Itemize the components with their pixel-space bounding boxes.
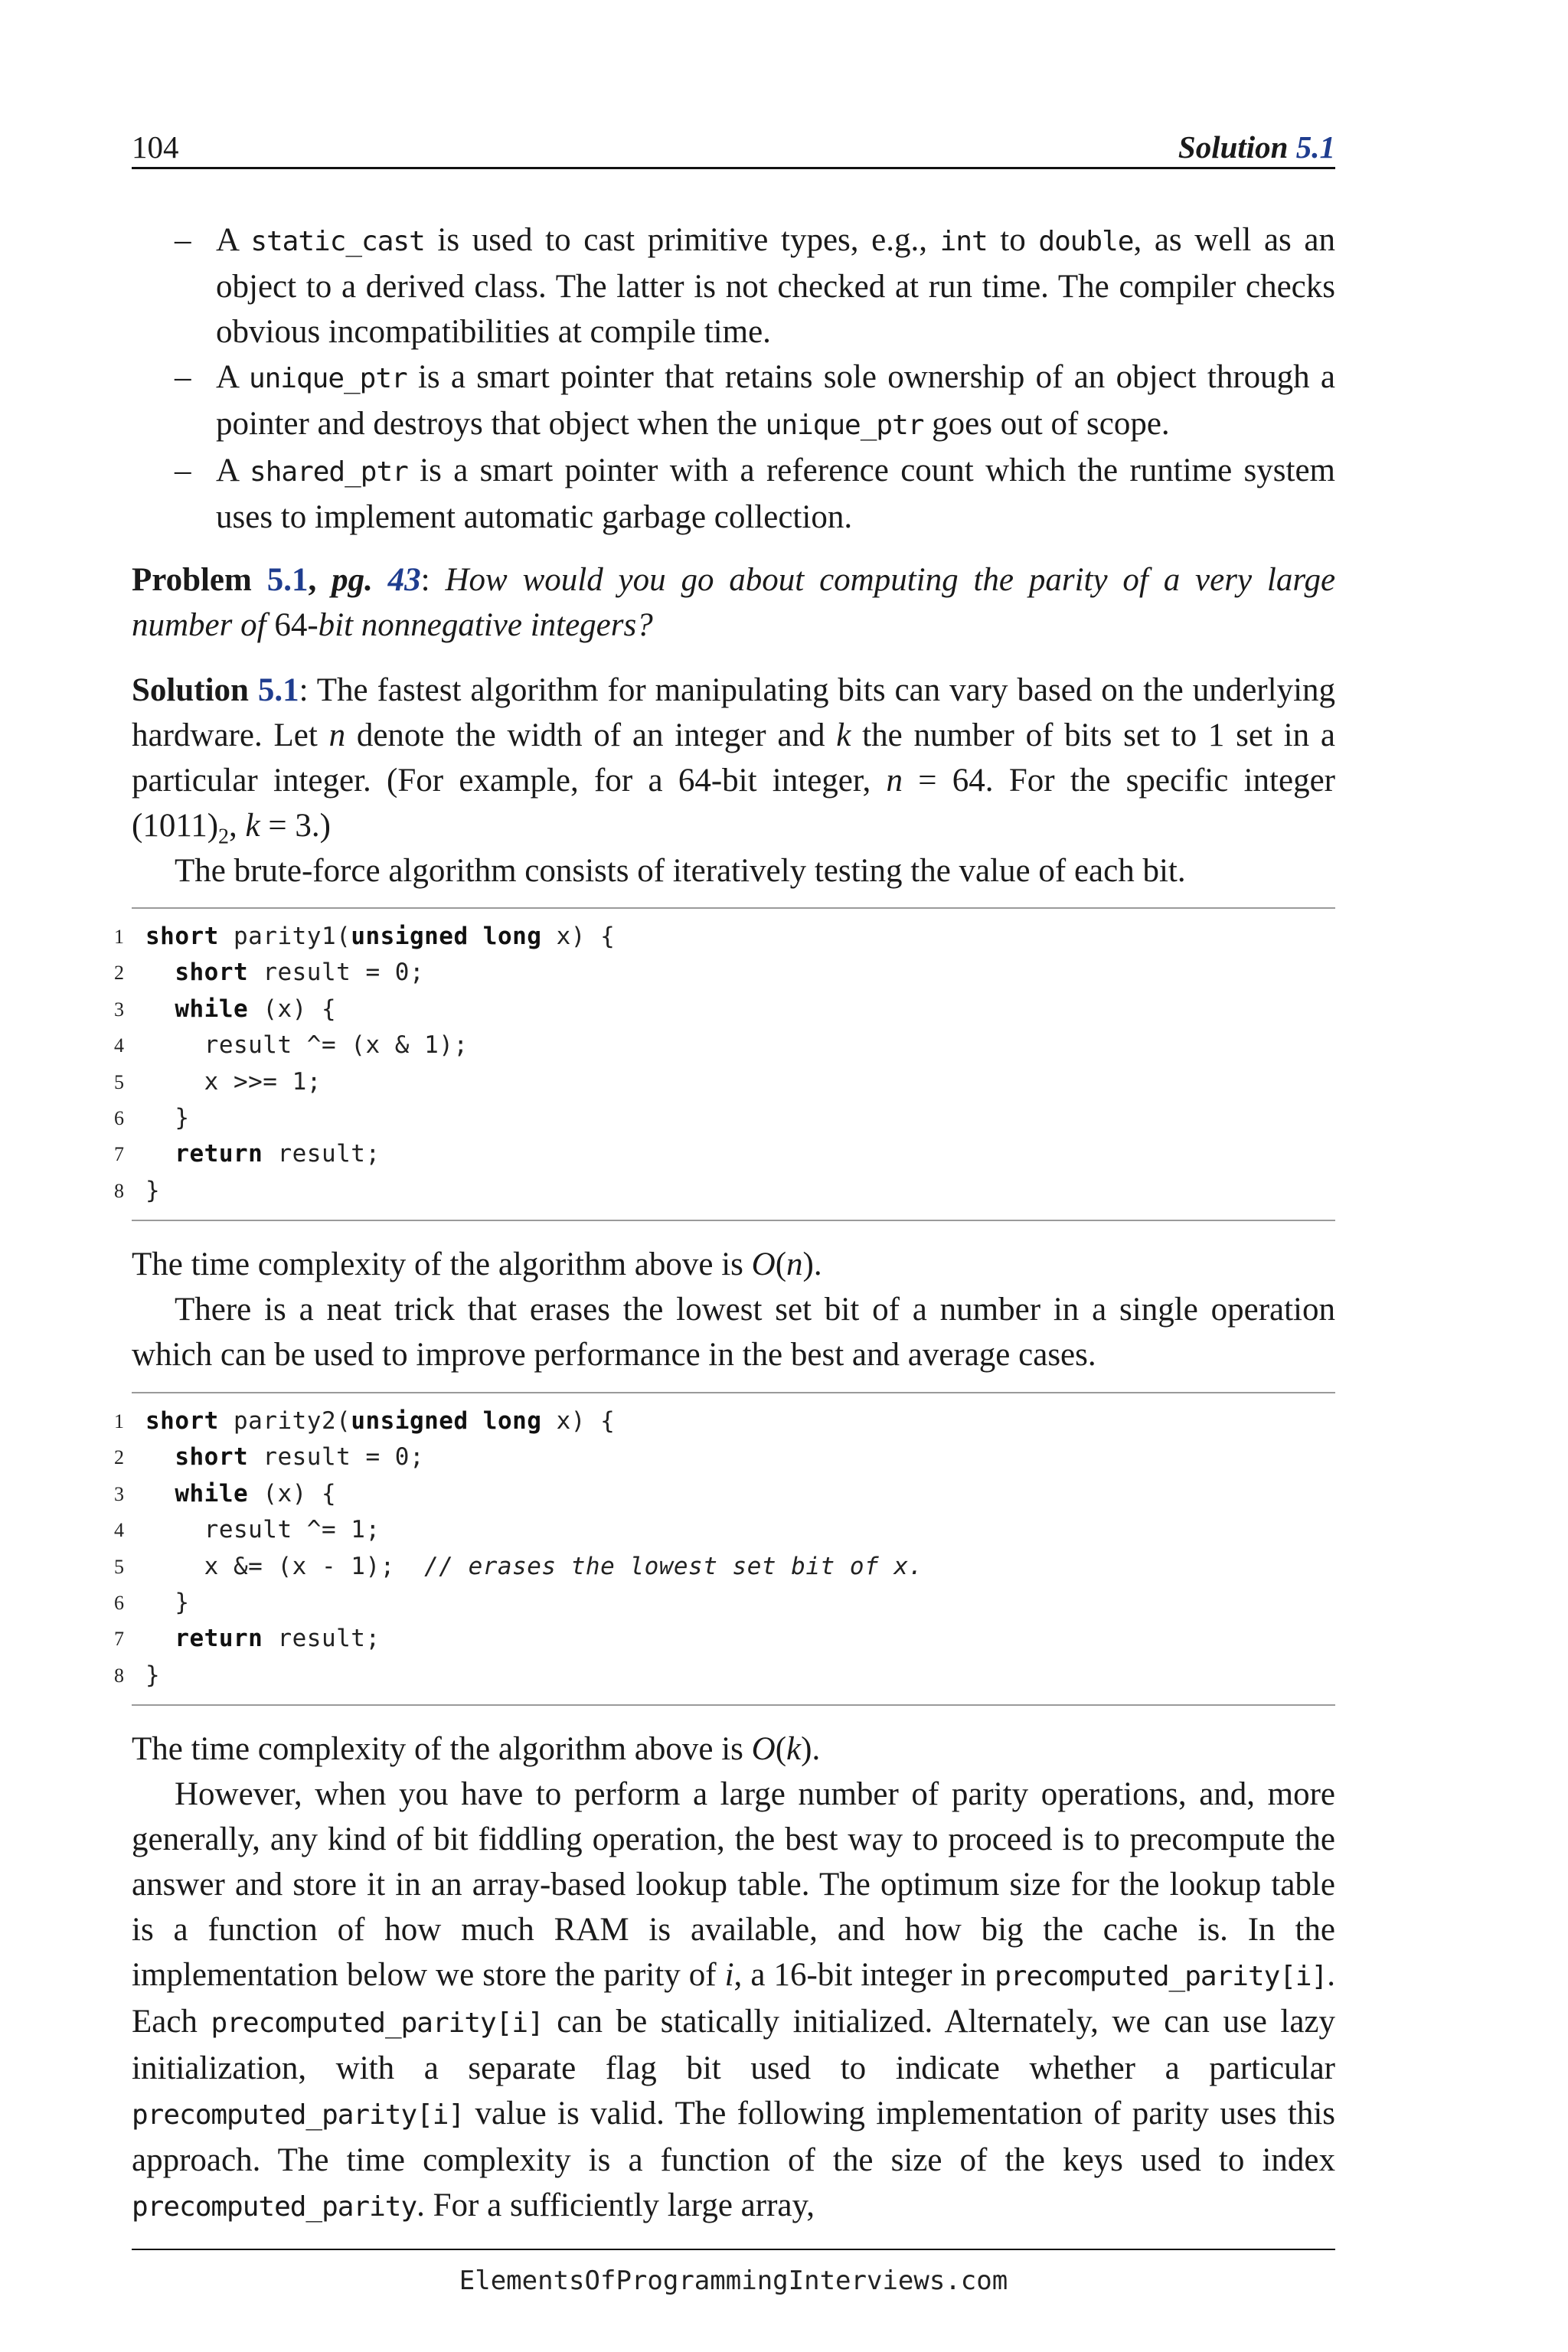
footer-rule (132, 2249, 1335, 2250)
inline-code: precomputed_parity (132, 2191, 417, 2223)
book-page (114, 0, 1336, 2352)
math-var: n (786, 1246, 803, 1282)
code-indent (145, 1140, 175, 1168)
text-run: is a smart pointer that retains sole ownership of an object through a pointer and destroys that object when the (216, 359, 1336, 442)
math-var: k (245, 808, 260, 844)
colon: : (420, 562, 430, 598)
code-text: x) { (541, 923, 616, 950)
code-keyword: return (175, 1625, 263, 1653)
code-line (109, 1173, 1334, 1209)
code-top-rule (132, 907, 1335, 909)
running-title-link[interactable]: 5.1 (1295, 129, 1335, 165)
text-run: value is valid. The following implementation of parity uses this approach. The time complexity is a function of the size of the keys used to index (132, 2096, 1335, 2178)
text-run: goes out of scope. (923, 406, 1170, 442)
text-run: However, when you have to perform a large number of parity operations, and, more generally, any kind of bit fiddling operation, the best way to proceed is to precompute the answer and store it in an array-based lookup table. The optimum size for the lookup table is a function of how much RAM is available, and how big the cache is. In the implementation below we store the parity of (132, 1776, 1335, 1993)
inline-code: static_cast (250, 226, 425, 257)
text-run: ). (802, 1246, 822, 1282)
line-number: 7 (114, 1628, 124, 1651)
complexity-note-2 (132, 1726, 1335, 1772)
code-text: } (145, 1588, 190, 1616)
text-run: , as well as an object to a derived class. The latter is not checked at run time. The compiler checks obvious incompatibilities at compile time. (216, 222, 1336, 350)
text-run: . Each (132, 1957, 1336, 2040)
inline-code: precomputed_parity[i] (132, 2099, 465, 2131)
text-run: The time complexity of the algorithm above is (132, 1731, 752, 1767)
code-keyword: short (145, 923, 219, 950)
problem-question-number: 64 (274, 607, 308, 643)
code-text: result; (263, 1625, 381, 1653)
code-indent (145, 959, 175, 986)
code-line (109, 1658, 1334, 1694)
code-line (109, 1136, 1334, 1172)
problem-question-end: -bit nonnegative integers? (307, 607, 653, 643)
code-text: } (145, 1103, 190, 1132)
code-keyword: short (175, 959, 249, 987)
code-comment: // erases the lowest set bit of x. (424, 1552, 923, 1580)
text-run: is a smart pointer with a reference count which the runtime system uses to implement automatic garbage collection. (216, 452, 1335, 535)
math-var: k (836, 717, 851, 753)
trick-paragraph: There is a neat trick that erases the lowest set bit of a number in a single operation which can be used to improve performance in the best and average cases. (132, 1292, 1335, 1373)
code-indent (145, 1625, 175, 1652)
code-listing-parity2 (109, 1403, 1334, 1694)
inline-code: precomputed_parity[i] (211, 2007, 544, 2039)
bullet-shared-ptr (132, 448, 1335, 540)
text-run: ( (775, 1246, 787, 1282)
problem-question: How would you go about computing the parity of a very large number of (132, 562, 1336, 643)
page-number: 104 (132, 129, 179, 165)
line-number: 5 (114, 1555, 124, 1578)
code-line (109, 1439, 1334, 1475)
line-number: 8 (114, 1664, 124, 1687)
code-keyword: return (175, 1140, 263, 1168)
code-line (109, 1621, 1334, 1657)
solution-label: Solution (132, 672, 249, 708)
code-keyword: unsigned long (351, 923, 542, 950)
line-number: 8 (114, 1179, 124, 1202)
line-number: 3 (114, 998, 124, 1021)
line-number: 1 (114, 1410, 124, 1432)
code-keyword: while (175, 995, 249, 1023)
code-indent (145, 995, 175, 1023)
text-run: A (216, 359, 249, 395)
code-text: x &= (x - 1); (145, 1552, 425, 1580)
math-var: O (751, 1246, 776, 1282)
code-line (109, 1585, 1334, 1621)
line-number: 1 (114, 926, 124, 948)
text-run: A (216, 452, 250, 488)
text-run: is used to cast primitive types, e.g., (424, 222, 940, 258)
code-indent (145, 1443, 175, 1471)
code-text: x >>= 1; (145, 1067, 322, 1096)
code-keyword: while (175, 1479, 249, 1508)
subscript: 2 (218, 825, 230, 849)
code-bottom-rule (132, 1220, 1335, 1221)
code-line (109, 1476, 1334, 1512)
code-keyword: short (175, 1443, 249, 1472)
code-bottom-rule (132, 1704, 1335, 1706)
code-line (109, 919, 1334, 955)
line-number: 5 (114, 1070, 124, 1093)
code-keyword: unsigned long (351, 1407, 542, 1435)
code-line (109, 1403, 1334, 1439)
code-text: result ^= (x & 1); (145, 1031, 469, 1060)
code-line (109, 1064, 1334, 1100)
line-number: 2 (114, 1446, 124, 1469)
math-var: k (786, 1731, 802, 1767)
math-var: O (751, 1731, 776, 1767)
problem-ref-link[interactable]: 5.1 (266, 562, 309, 598)
solution-paragraph (132, 668, 1335, 860)
code-text: (x) { (248, 995, 337, 1023)
bullet-dash: – (175, 452, 191, 488)
text-run: = 64. For the specific integer (1011) (132, 763, 1335, 844)
code-text: x) { (541, 1407, 616, 1435)
page-label: pg. (332, 562, 373, 598)
page-ref-link[interactable]: 43 (387, 562, 421, 598)
text-run: denote the width of an integer and (345, 717, 837, 753)
running-header (132, 127, 1335, 169)
math-var: n (886, 763, 903, 799)
text-run: ). (801, 1731, 821, 1767)
bullet-dash: – (175, 222, 191, 258)
code-line (109, 991, 1334, 1027)
inline-code: int (939, 226, 988, 257)
bullet-static-cast (132, 217, 1335, 354)
inline-code: unique_ptr (765, 410, 924, 441)
inline-code: unique_ptr (248, 363, 407, 394)
code-text: parity1( (218, 923, 351, 950)
line-number: 6 (114, 1106, 124, 1129)
text-run: can be statically initialized. Alternately, we can use lazy initialization, with a separate flag bit used to indicate whether a particular (132, 2004, 1336, 2086)
text-run: ( (775, 1731, 787, 1767)
code-line (109, 1100, 1334, 1136)
running-title (1178, 127, 1335, 167)
inline-code: precomputed_parity[i] (995, 1961, 1328, 1992)
code-text: parity2( (218, 1407, 351, 1435)
code-line (109, 1549, 1334, 1585)
text-run: to (987, 222, 1039, 258)
code-indent (145, 1480, 175, 1508)
line-number: 6 (114, 1591, 124, 1614)
bullet-unique-ptr (132, 354, 1335, 448)
bullet-dash: – (175, 359, 191, 395)
code-text: } (145, 1176, 161, 1204)
text-run: . For a sufficiently large array, (416, 2187, 815, 2223)
code-line (109, 1512, 1334, 1548)
code-text: (x) { (248, 1479, 337, 1508)
text-run: , a 16-bit integer in (733, 1957, 995, 1993)
line-number: 4 (114, 1519, 124, 1542)
brute-force-paragraph: The brute-force algorithm consists of iteratively testing the value of each bit. (175, 853, 1186, 889)
lookup-table-paragraph (132, 1772, 1335, 2230)
math-var: i (724, 1957, 734, 1993)
inline-code: shared_ptr (250, 456, 408, 488)
text-run: , (229, 808, 246, 844)
text-run: = 3.) (260, 808, 331, 844)
code-top-rule (132, 1392, 1335, 1393)
line-number: 7 (114, 1143, 124, 1166)
code-text: } (145, 1661, 161, 1689)
math-var: n (328, 717, 346, 753)
code-keyword: short (145, 1407, 219, 1435)
inline-code: double (1038, 226, 1134, 257)
text-run: the number of bits set to 1 set in a particular integer. (For example, for a 64-bit integer, (132, 717, 1335, 799)
running-title-label: Solution (1178, 129, 1289, 165)
code-listing-parity1 (109, 919, 1334, 1209)
text-run: : The fastest algorithm for manipulating bits can vary based on the underlying hardware. Let (132, 672, 1336, 753)
complexity-note-1 (132, 1242, 1335, 1287)
footer-url[interactable]: ElementsOfProgrammingInterviews.com (459, 2265, 1008, 2296)
problem-label: Problem (132, 562, 252, 598)
problem-statement: Problem 5.1, pg. 43: How would you go about computing the parity of a very large number of 64-bit nonnegative integers? (132, 562, 1336, 643)
code-line (109, 955, 1334, 991)
text-run: A (216, 222, 251, 258)
code-text: result; (263, 1140, 381, 1168)
line-number: 3 (114, 1482, 124, 1505)
solution-ref-link[interactable]: 5.1 (257, 672, 299, 708)
code-text: result ^= 1; (145, 1516, 381, 1544)
bullet-list (132, 217, 1335, 540)
code-line (109, 1027, 1334, 1063)
code-text: result = 0; (248, 959, 425, 987)
line-number: 4 (114, 1034, 124, 1057)
text-run: The time complexity of the algorithm above is (132, 1246, 752, 1282)
line-number: 2 (114, 962, 124, 985)
code-text: result = 0; (248, 1443, 425, 1472)
